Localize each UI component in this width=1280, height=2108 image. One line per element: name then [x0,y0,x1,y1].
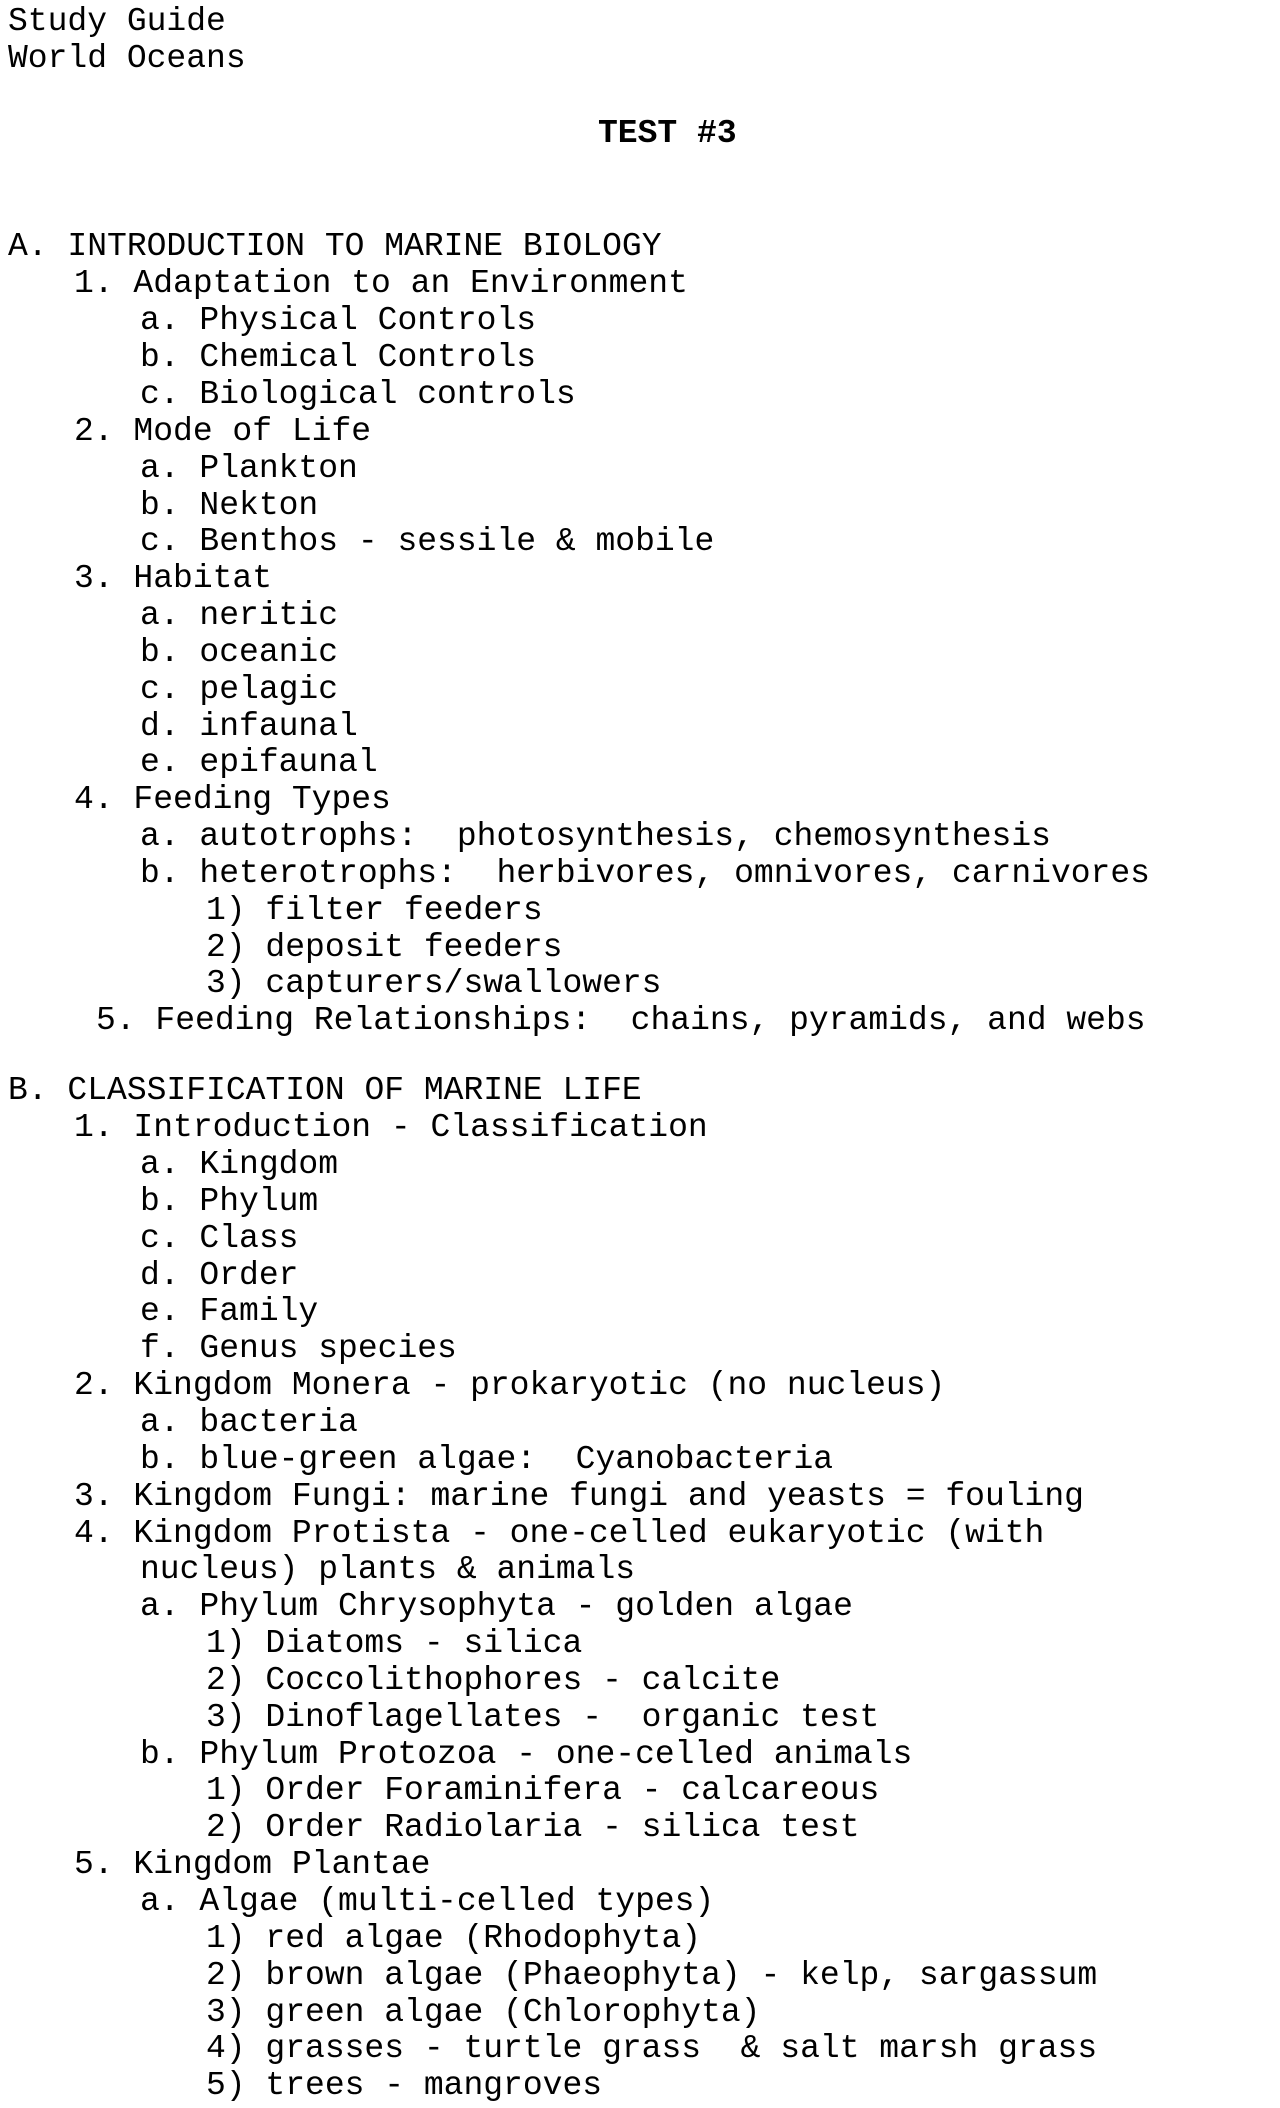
outline-item: b. heterotrophs: herbivores, omnivores, carnivores [140,855,1150,892]
outline-item: 4. Kingdom Protista - one-celled eukaryotic (with [74,1515,1045,1552]
outline-item: 4. Feeding Types [74,781,391,818]
outline-item: 5. Kingdom Plantae [74,1846,431,1883]
outline-item: 2) Order Radiolaria - silica test [206,1809,860,1846]
outline-item: c. pelagic [140,671,339,708]
outline-item: 1) Diatoms - silica [206,1625,583,1662]
outline-item: a. Physical Controls [140,302,537,339]
header-course-type: Study Guide [8,3,226,40]
outline-item: a. Plankton [140,450,358,487]
outline-item: b. blue-green algae: Cyanobacteria [140,1441,834,1478]
outline-item: 2) brown algae (Phaeophyta) - kelp, sargassum [206,1957,1098,1994]
outline-item: f. Genus species [140,1330,457,1367]
outline-item: b. Chemical Controls [140,339,537,376]
outline-item: a. Algae (multi-celled types) [140,1883,715,1920]
outline-item: c. Class [140,1220,299,1257]
outline-item: b. Nekton [140,487,319,524]
outline-item: a. neritic [140,597,339,634]
outline-item: e. Family [140,1293,319,1330]
outline-item: 5) trees - mangroves [206,2067,603,2104]
outline-item: 1. Adaptation to an Environment [74,265,688,302]
outline-item: 2. Mode of Life [74,413,372,450]
outline-item: 1) filter feeders [206,892,543,929]
outline-item: 2. Kingdom Monera - prokaryotic (no nucleus) [74,1367,946,1404]
outline-item: 3) capturers/swallowers [206,965,662,1002]
outline-item: b. Phylum Protozoa - one-celled animals [140,1736,913,1773]
outline-item: 5. Feeding Relationships: chains, pyramids, and webs [96,1002,1146,1039]
outline-item: 3) green algae (Chlorophyta) [206,1994,761,2031]
outline-item: 2) deposit feeders [206,929,563,966]
outline-item: c. Biological controls [140,376,576,413]
outline-item: d. infaunal [140,708,358,745]
outline-item: a. autotrophs: photosynthesis, chemosynthesis [140,818,1051,855]
outline-item: 1) Order Foraminifera - calcareous [206,1772,880,1809]
outline-item: 1) red algae (Rhodophyta) [206,1920,702,1957]
outline-item: e. epifaunal [140,744,378,781]
outline-item-continuation: nucleus) plants & animals [140,1551,636,1588]
outline-item: 2) Coccolithophores - calcite [206,1662,781,1699]
section-heading: A. INTRODUCTION TO MARINE BIOLOGY [8,228,662,265]
outline-item: d. Order [140,1257,299,1294]
outline-item: c. Benthos - sessile & mobile [140,523,715,560]
outline-item: 3. Habitat [74,560,273,597]
outline-item: 4) grasses - turtle grass & salt marsh grass [206,2030,1098,2067]
page-title: TEST #3 [598,115,737,152]
outline-item: b. oceanic [140,634,339,671]
outline-item: 3) Dinoflagellates - organic test [206,1699,880,1736]
outline-item: a. bacteria [140,1404,358,1441]
outline-item: a. Phylum Chrysophyta - golden algae [140,1588,853,1625]
outline-item: 1. Introduction - Classification [74,1109,708,1146]
outline-item: a. Kingdom [140,1146,339,1183]
section-heading: B. CLASSIFICATION OF MARINE LIFE [8,1072,642,1109]
header-course-name: World Oceans [8,40,246,77]
outline-item: 3. Kingdom Fungi: marine fungi and yeasts = fouling [74,1478,1084,1515]
outline-item: b. Phylum [140,1183,319,1220]
